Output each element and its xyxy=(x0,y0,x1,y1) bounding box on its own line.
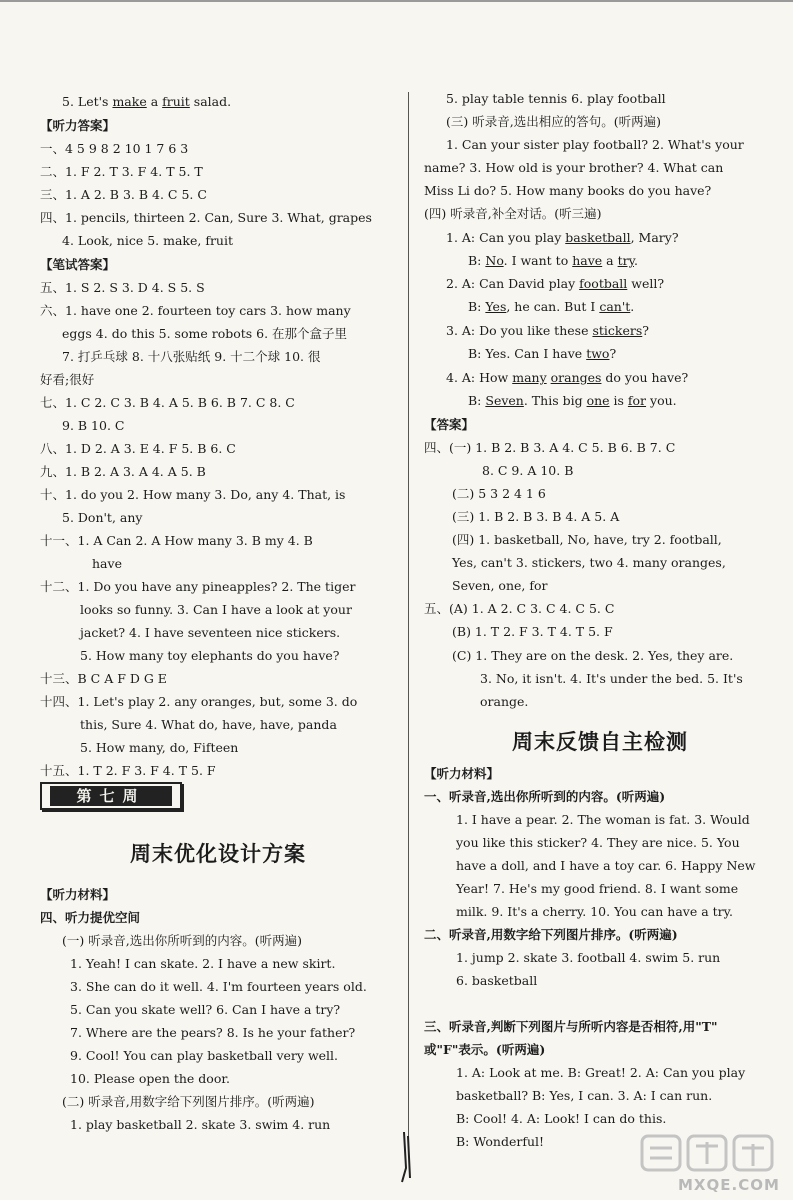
section-heading-written-answers: 【笔试答案】 xyxy=(40,257,116,272)
section-heading-listening-answers: 【听力答案】 xyxy=(40,118,116,133)
instruction-line: 或"F"表示。(听两遍) xyxy=(424,1042,546,1057)
answer-line: (B) 1. T 2. F 3. T 4. T 5. F xyxy=(452,624,613,639)
answer-line: 十四、1. Let's play 2. any oranges, but, some 3. do xyxy=(40,694,358,709)
instruction-line: 三、听录音,判断下列图片与所听内容是否相符,用"T" xyxy=(424,1019,718,1034)
dialogue-line: B: No. I want to have a try. xyxy=(468,253,638,268)
material-line: 3. She can do it well. 4. I'm fourteen years old. xyxy=(70,979,367,994)
watermark-icon xyxy=(638,1130,788,1176)
answer-line: 好看;很好 xyxy=(40,372,95,387)
week-label-box xyxy=(40,782,182,810)
answer-line: Seven, one, for xyxy=(452,578,548,593)
answer-line: eggs 4. do this 5. some robots 6. 在那个盒子里 xyxy=(62,326,348,341)
answer-line: 一、4 5 9 8 2 10 1 7 6 3 xyxy=(40,141,189,156)
answer-line: 9. B 10. C xyxy=(62,418,125,433)
answer-line: 八、1. D 2. A 3. E 4. F 5. B 6. C xyxy=(40,441,236,456)
section-heading-answers: 【答案】 xyxy=(424,417,475,432)
dialogue-line: B: Yes. Can I have two? xyxy=(468,346,617,361)
answer-line: 六、1. have one 2. fourteen toy cars 3. how many xyxy=(40,303,351,318)
page-binding-mark xyxy=(394,1128,418,1188)
material-line: 10. Please open the door. xyxy=(70,1071,230,1086)
answer-line: jacket? 4. I have seventeen nice stickers. xyxy=(80,625,341,640)
answer-line: 3. No, it isn't. 4. It's under the bed. 5. It's xyxy=(480,671,743,686)
answer-line: 十五、1. T 2. F 3. F 4. T 5. F xyxy=(40,763,216,778)
top-rule xyxy=(0,0,793,2)
answer-line: 五、1. S 2. S 3. D 4. S 5. S xyxy=(40,280,205,295)
answer-line: Yes, can't 3. stickers, two 4. many oranges, xyxy=(452,555,726,570)
answer-line: 九、1. B 2. A 3. A 4. A 5. B xyxy=(40,464,206,479)
instruction-line: (四) 听录音,补全对话。(听三遍) xyxy=(424,206,602,221)
answer-line: 5. Don't, any xyxy=(62,510,143,525)
answer-line: 十一、1. A Can 2. A How many 3. B my 4. B xyxy=(40,533,313,548)
material-line: Year! 7. He's my good friend. 8. I want some xyxy=(456,881,739,896)
material-line: 1. I have a pear. 2. The woman is fat. 3. Would xyxy=(456,812,750,827)
material-line: 9. Cool! You can play basketball very well. xyxy=(70,1048,339,1063)
material-line: 1. Can your sister play football? 2. What's your xyxy=(446,137,744,152)
answer-line: 四、(一) 1. B 2. B 3. A 4. C 5. B 6. B 7. C xyxy=(424,440,676,455)
dialogue-line: B: Yes, he can. But I can't. xyxy=(468,299,635,314)
section-heading-listening-material: 【听力材料】 xyxy=(424,766,500,781)
answer-line: 四、1. pencils, thirteen 2. Can, Sure 3. What, grapes xyxy=(40,210,372,225)
answer-line: have xyxy=(92,556,122,571)
answer-line: 二、1. F 2. T 3. F 4. T 5. T xyxy=(40,164,203,179)
answer-line: 5. How many toy elephants do you have? xyxy=(80,648,340,663)
material-line: 1. play basketball 2. skate 3. swim 4. run xyxy=(70,1117,331,1132)
answer-line: (二) 5 3 2 4 1 6 xyxy=(452,486,546,501)
material-line: milk. 9. It's a cherry. 10. You can have a try. xyxy=(456,904,734,919)
section-title: 周末反馈自主检测 xyxy=(512,730,688,754)
material-line: you like this sticker? 4. They are nice. 5. You xyxy=(456,835,740,850)
material-line: 7. Where are the pears? 8. Is he your father? xyxy=(70,1025,356,1040)
material-line: 1. A: Look at me. B: Great! 2. A: Can you play xyxy=(456,1065,746,1080)
dialogue-line: B: Seven. This big one is for you. xyxy=(468,393,677,408)
instruction-line: (二) 听录音,用数字给下列图片排序。(听两遍) xyxy=(62,1094,315,1109)
material-line: 1. Yeah! I can skate. 2. I have a new skirt. xyxy=(70,956,336,971)
answer-line: 十二、1. Do you have any pineapples? 2. The tiger xyxy=(40,579,356,594)
answer-line: (三) 1. B 2. B 3. B 4. A 5. A xyxy=(452,509,620,524)
section-title: 周末优化设计方案 xyxy=(130,842,306,866)
material-line: have a doll, and I have a toy car. 6. Happy New xyxy=(456,858,756,873)
answer-line: 7. 打乒乓球 8. 十八张贴纸 9. 十二个球 10. 很 xyxy=(62,349,321,364)
material-line: B: Wonderful! xyxy=(456,1134,545,1149)
section-heading-listening-material: 【听力材料】 xyxy=(40,887,116,902)
answer-line: 4. Look, nice 5. make, fruit xyxy=(62,233,233,248)
answer-line: 十三、B C A F D G E xyxy=(40,671,167,686)
material-line: 1. jump 2. skate 3. football 4. swim 5. run xyxy=(456,950,721,965)
material-line: B: Cool! 4. A: Look! I can do this. xyxy=(456,1111,667,1126)
material-line: 5. play table tennis 6. play football xyxy=(446,91,666,106)
answer-line: 七、1. C 2. C 3. B 4. A 5. B 6. B 7. C 8. C xyxy=(40,395,295,410)
instruction-line: (一) 听录音,选出你所听到的内容。(听两遍) xyxy=(62,933,302,948)
dialogue-line: 1. A: Can you play basketball, Mary? xyxy=(446,230,679,245)
dialogue-line: 2. A: Can David play football well? xyxy=(446,276,665,291)
column-divider xyxy=(408,92,409,1140)
answer-line: orange. xyxy=(480,694,529,709)
instruction-line: (三) 听录音,选出相应的答句。(听两遍) xyxy=(446,114,661,129)
answer-line: looks so funny. 3. Can I have a look at your xyxy=(80,602,352,617)
material-line: basketball? B: Yes, I can. 3. A: I can run. xyxy=(456,1088,713,1103)
dialogue-line: 4. A: How many oranges do you have? xyxy=(446,370,689,385)
answer-line: 三、1. A 2. B 3. B 4. C 5. C xyxy=(40,187,207,202)
answer-line: (C) 1. They are on the desk. 2. Yes, they are. xyxy=(452,648,734,663)
answer-line: 五、(A) 1. A 2. C 3. C 4. C 5. C xyxy=(424,601,615,616)
answer-line: this, Sure 4. What do, have, have, panda xyxy=(80,717,337,732)
material-line: Miss Li do? 5. How many books do you have? xyxy=(424,183,712,198)
answer-line: 5. How many, do, Fifteen xyxy=(80,740,239,755)
answer-line: 5. Let's make a fruit salad. xyxy=(62,94,232,109)
dialogue-line: 3. A: Do you like these stickers? xyxy=(446,323,649,338)
instruction-line: 二、听录音,用数字给下列图片排序。(听两遍) xyxy=(424,927,678,942)
sub-heading: 四、听力提优空间 xyxy=(40,910,141,925)
material-line: 5. Can you skate well? 6. Can I have a try? xyxy=(70,1002,341,1017)
material-line: 6. basketball xyxy=(456,973,538,988)
answer-line: (四) 1. basketball, No, have, try 2. football, xyxy=(452,532,722,547)
watermark-logo xyxy=(638,1130,788,1192)
answer-line: 8. C 9. A 10. B xyxy=(482,463,574,478)
watermark-text: MXQE.COM xyxy=(678,1176,780,1194)
material-line: name? 3. How old is your brother? 4. What can xyxy=(424,160,724,175)
answer-line: 十、1. do you 2. How many 3. Do, any 4. That, is xyxy=(40,487,346,502)
instruction-line: 一、听录音,选出你所听到的内容。(听两遍) xyxy=(424,789,666,804)
week-label: 第七周 xyxy=(50,786,172,806)
